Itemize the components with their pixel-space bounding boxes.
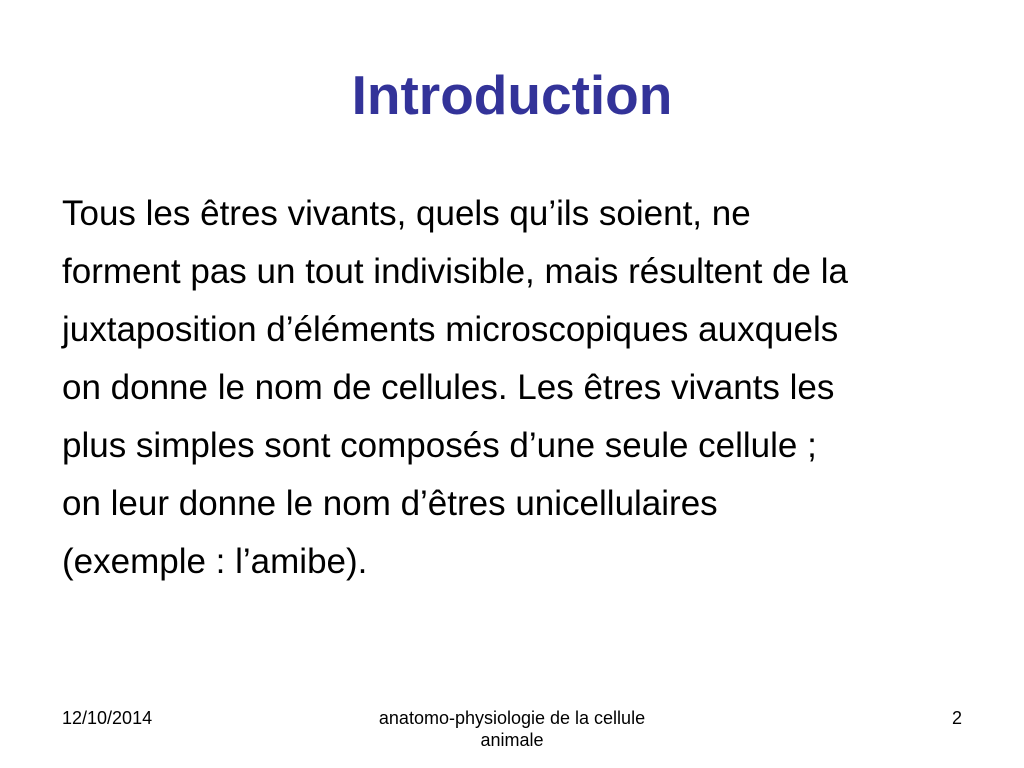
body-line: on leur donne le nom d’êtres unicellulaires	[62, 484, 718, 523]
footer-title-line: anatomo-physiologie de la cellule	[378, 708, 646, 728]
body-line: juxtaposition d’éléments microscopiques auxquels	[62, 310, 839, 349]
slide-body	[62, 185, 982, 591]
body-line: plus simples sont composés d’une seule cellule ;	[62, 426, 817, 465]
footer-title-line: animale	[480, 730, 544, 750]
footer-title	[312, 707, 712, 751]
footer-date: 12/10/2014	[62, 708, 153, 728]
body-line: (exemple : l’amibe).	[62, 542, 368, 581]
body-line: Tous les êtres vivants, quels qu’ils soient, ne	[62, 194, 751, 233]
slide-title: Introduction	[351, 64, 673, 126]
body-line: on donne le nom de cellules. Les êtres vivants les	[62, 368, 835, 407]
page-number: 2	[951, 708, 962, 728]
body-line: forment pas un tout indivisible, mais résultent de la	[62, 252, 848, 291]
